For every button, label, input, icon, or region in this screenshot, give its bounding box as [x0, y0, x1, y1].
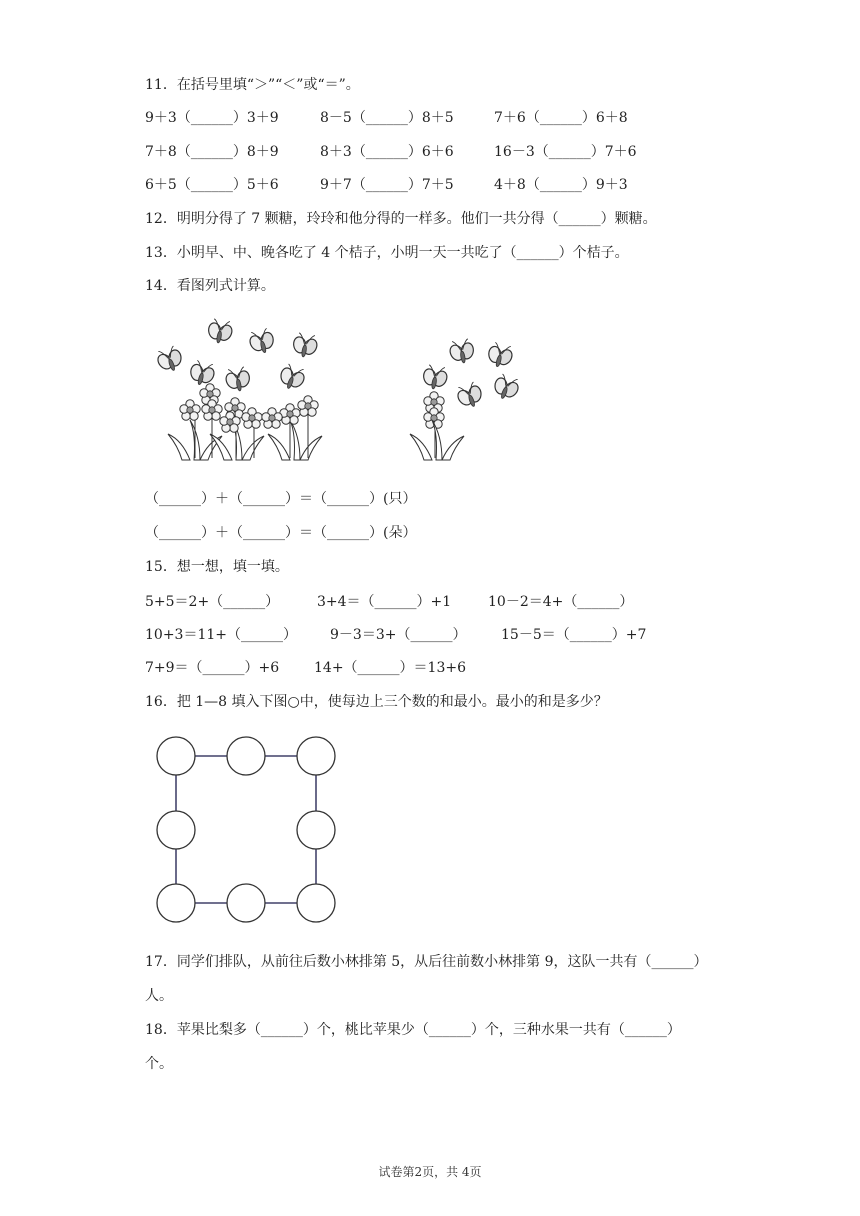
- diagram-circle: [227, 737, 265, 775]
- diagram-circle: [297, 737, 335, 775]
- diagram-circle: [227, 884, 265, 922]
- circle-square-diagram: [150, 733, 340, 928]
- q15-r3-c2: 14+（______）＝13+6: [314, 660, 466, 676]
- q15-title: 15．想一想，填一填。: [145, 559, 289, 575]
- q15-r2-c3: 15－5＝（______）+7: [501, 627, 647, 643]
- diagram-circle: [157, 811, 195, 849]
- q11-r2-c2: 8＋3（______）6＋6: [320, 144, 454, 160]
- q11-r2-c1: 7＋8（______）8＋9: [145, 144, 279, 160]
- diagram-circle: [157, 737, 195, 775]
- q12-text: 12．明明分得了 7 颗糖，玲玲和他分得的一样多。他们一共分得（______）颗糖。: [145, 211, 657, 227]
- page-footer: 试卷第2页，共 4页: [378, 1165, 482, 1179]
- q14-title: 14．看图列式计算。: [145, 278, 275, 294]
- q11-r1-c3: 7＋6（______）6＋8: [494, 110, 628, 126]
- q13-text: 13．小明早、中、晚各吃了 4 个桔子，小明一天一共吃了（______）个桔子。: [145, 245, 629, 261]
- q14-equation-2: （______）＋（______）＝（______）(朵）: [145, 525, 417, 541]
- q16-text: 16．把 1—8 填入下图○中，使每边上三个数的和最小。最小的和是多少？: [145, 694, 608, 710]
- q15-r2-c1: 10+3＝11+（______）: [145, 627, 297, 643]
- diagram-circle: [297, 884, 335, 922]
- q11-r2-c3: 16－3（______）7＋6: [494, 144, 637, 160]
- diagram-circle: [157, 884, 195, 922]
- butterflies-flowers-illustration: [150, 312, 530, 472]
- q17-text-line2: 人。: [145, 988, 173, 1004]
- diagram-circle: [297, 811, 335, 849]
- q15-r2-c2: 9－3＝3+（______）: [330, 627, 467, 643]
- q18-text-line1: 18．苹果比梨多（______）个，桃比苹果少（______）个，三种水果一共有（______）: [145, 1022, 681, 1038]
- q11-r1-c1: 9＋3（______）3＋9: [145, 110, 279, 126]
- q14-equation-1: （______）＋（______）＝（______）(只）: [145, 491, 417, 507]
- q11-r3-c3: 4＋8（______）9＋3: [494, 177, 628, 193]
- q18-text-line2: 个。: [145, 1056, 173, 1072]
- q11-title: 11．在括号里填“＞”“＜”或“＝”。: [145, 77, 360, 93]
- q15-r1-c3: 10－2＝4+（______）: [488, 594, 634, 610]
- q17-text-line1: 17．同学们排队，从前往后数小林排第 5，从后往前数小林排第 9，这队一共有（______）: [145, 954, 708, 970]
- q15-r1-c2: 3+4＝（______）+1: [317, 594, 452, 610]
- q11-r3-c2: 9＋7（______）7＋5: [320, 177, 454, 193]
- q11-r1-c2: 8－5（______）8＋5: [320, 110, 454, 126]
- q11-r3-c1: 6＋5（______）5＋6: [145, 177, 279, 193]
- q15-r1-c1: 5+5＝2+（______）: [145, 594, 280, 610]
- q15-r3-c1: 7+9＝（______）+6: [145, 660, 280, 676]
